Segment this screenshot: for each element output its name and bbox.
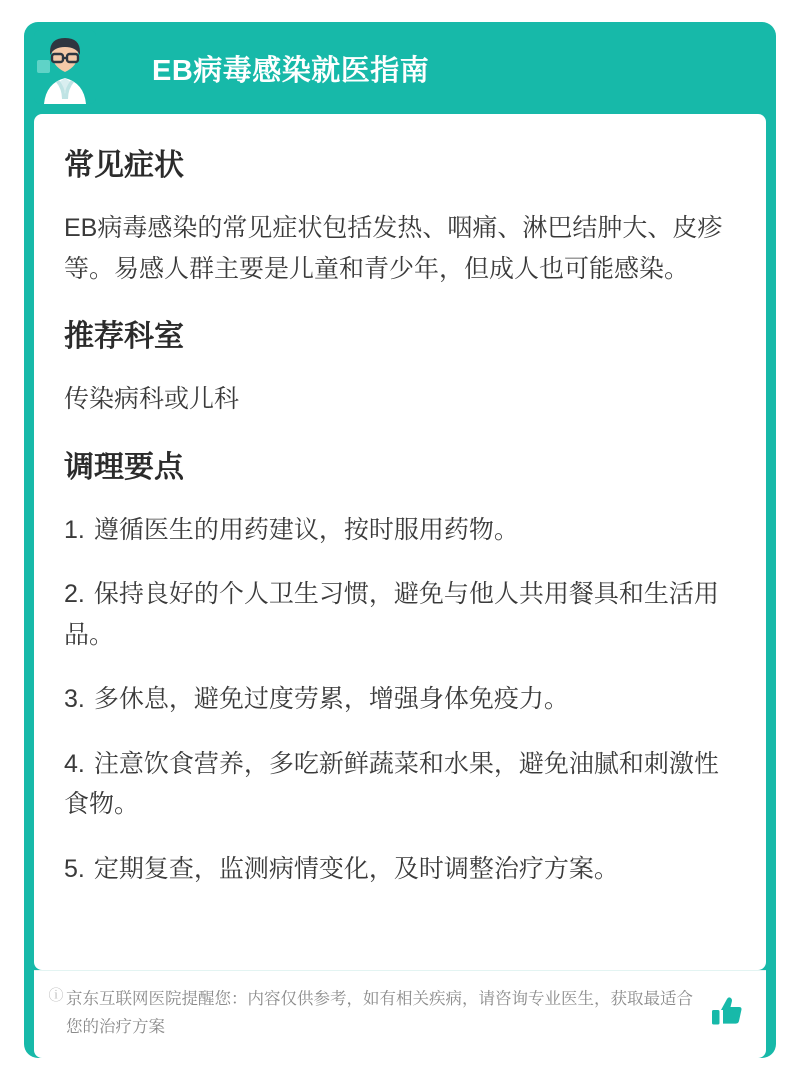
list-item	[64, 744, 736, 825]
info-icon: ⓘ	[48, 987, 64, 1004]
card-footer	[34, 970, 766, 1058]
card-header	[24, 22, 776, 114]
list-item-label: 遵循医生的用药建议，按时服用药物。	[93, 515, 519, 544]
section-heading-symptoms: 常见症状	[64, 149, 184, 182]
list-item-number: 1.	[64, 515, 85, 544]
list-item	[64, 849, 736, 890]
care-steps-list	[64, 510, 736, 890]
disclaimer-text: 京东互联网医院提醒您：内容仅供参考，如有相关疾病，请咨询专业医生，获取最适合您的治疗方案	[66, 990, 693, 1037]
page-title: EB病毒感染就医指南	[152, 55, 430, 87]
doctor-avatar-icon	[34, 30, 96, 104]
list-item-number: 4.	[64, 749, 85, 778]
list-item	[64, 510, 736, 551]
list-item	[64, 574, 736, 655]
list-item-label: 保持良好的个人卫生习惯，避免与他人共用餐具和生活用品。	[64, 580, 719, 649]
list-item-label: 多休息，避免过度劳累，增强身体免疫力。	[93, 685, 569, 713]
section-text-department: 传染病科或儿科	[64, 385, 240, 413]
thumbs-up-icon[interactable]	[708, 993, 748, 1033]
list-item-number: 3.	[64, 685, 85, 713]
guide-body	[34, 114, 766, 970]
list-item-number: 5.	[64, 854, 85, 883]
list-item-label: 定期复查，监测病情变化，及时调整治疗方案。	[93, 854, 619, 883]
list-item-label: 注意饮食营养，多吃新鲜蔬菜和水果，避免油腻和刺激性食物。	[64, 749, 719, 818]
section-heading-department: 推荐科室	[64, 320, 184, 353]
section-heading-careplan: 调理要点	[64, 450, 184, 484]
list-item-number: 2.	[64, 580, 85, 608]
guide-card	[24, 22, 776, 1058]
list-item	[64, 679, 736, 720]
section-text-symptoms: EB病毒感染的常见症状包括发热、咽痛、淋巴结肿大、皮疹等。易感人群主要是儿童和青少年，但成人也可能感染。	[64, 214, 723, 283]
